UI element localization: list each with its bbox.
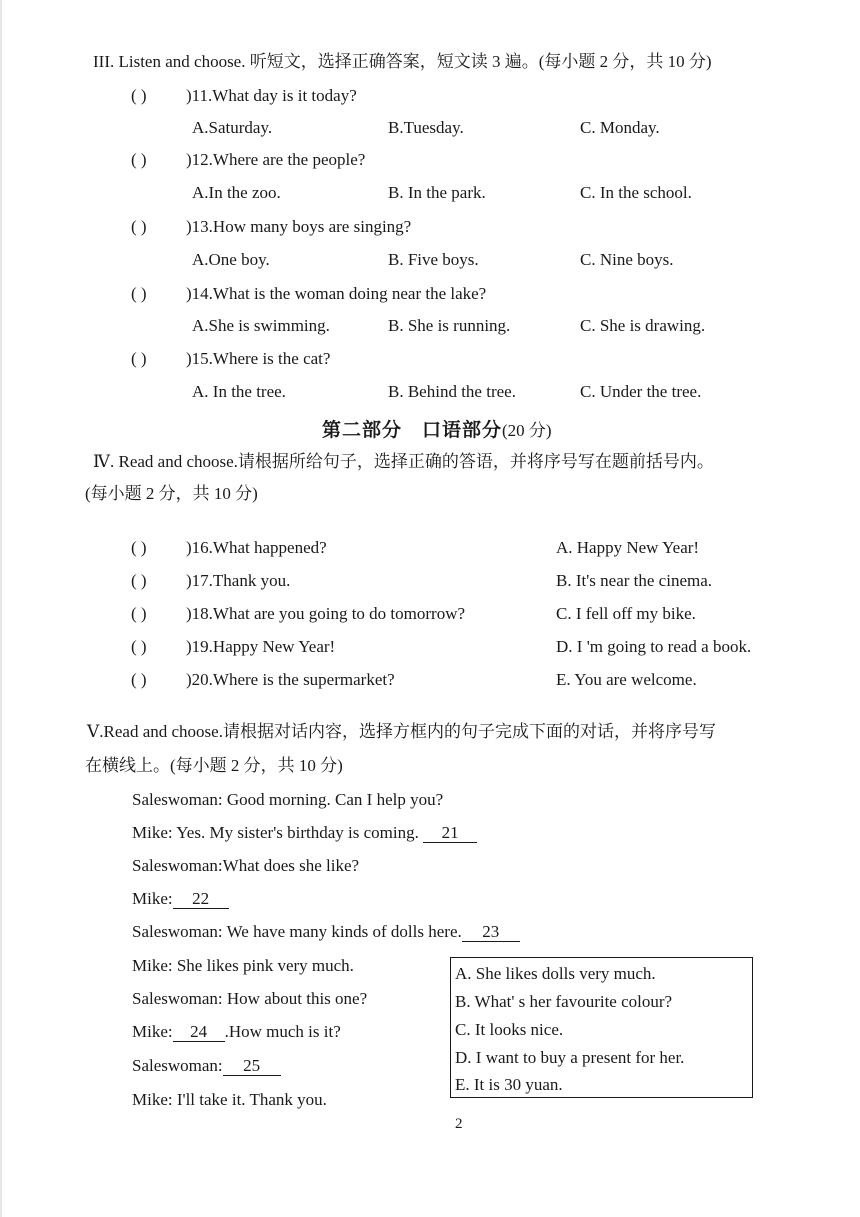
question-11: )11.What day is it today? [186, 86, 357, 105]
answer-paren-18: ( ) [131, 604, 147, 623]
answer-paren-11: ( ) [131, 86, 147, 105]
question-20: )20.Where is the supermarket? [186, 670, 395, 689]
dialogue-line-2 [132, 823, 477, 843]
dialogue-line-8-tail: .How much is it? [224, 1022, 341, 1041]
answer-paren-15: ( ) [131, 349, 147, 368]
section-5-score: 在横线上。(每小题 2 分，共 10 分) [85, 756, 343, 775]
dialogue-line-8-text: Mike: [132, 1022, 173, 1041]
option-11-a: A.Saturday. [192, 118, 273, 137]
section-5-heading: Ⅴ.Read and choose.请根据对话内容，选择方框内的句子完成下面的对话，并将序号写 [87, 722, 716, 741]
dialogue-line-1: Saleswoman: Good morning. Can I help you? [132, 790, 444, 809]
dialogue-line-4 [132, 889, 229, 909]
part-2-score: (20 分) [502, 421, 552, 440]
section-4-score: (每小题 2 分，共 10 分) [85, 484, 258, 503]
dialogue-line-4-text: Mike: [132, 889, 173, 908]
option-13-b: B. Five boys. [388, 250, 479, 269]
option-14-b: B. She is running. [388, 316, 511, 335]
blank-21[interactable]: 21 [423, 824, 477, 843]
question-14: )14.What is the woman doing near the lake? [186, 284, 487, 303]
question-15: )15.Where is the cat? [186, 349, 331, 368]
question-12: )12.Where are the people? [186, 150, 366, 169]
option-14-c: C. She is drawing. [580, 316, 706, 335]
option-15-a: A. In the tree. [192, 382, 286, 401]
dialogue-line-8 [132, 1022, 341, 1042]
answer-choice-a: A. Happy New Year! [556, 538, 700, 557]
answer-choice-e: E. You are welcome. [556, 670, 697, 689]
option-11-b: B.Tuesday. [388, 118, 464, 137]
dialogue-line-3: Saleswoman:What does she like? [132, 856, 360, 875]
page-edge [0, 0, 2, 1217]
answer-paren-19: ( ) [131, 637, 147, 656]
answer-paren-14: ( ) [131, 284, 147, 303]
option-12-c: C. In the school. [580, 183, 692, 202]
answer-paren-13: ( ) [131, 217, 147, 236]
option-14-a: A.She is swimming. [192, 316, 330, 335]
box-option-b: B. What' s her favourite colour? [455, 992, 673, 1011]
box-option-a: A. She likes dolls very much. [455, 964, 656, 983]
dialogue-line-5-text: Saleswoman: We have many kinds of dolls here. [132, 922, 462, 941]
question-16: )16.What happened? [186, 538, 327, 557]
blank-23[interactable]: 23 [462, 923, 520, 942]
option-15-c: C. Under the tree. [580, 382, 702, 401]
box-option-d: D. I want to buy a present for her. [455, 1048, 685, 1067]
dialogue-line-10: Mike: I'll take it. Thank you. [132, 1090, 327, 1109]
dialogue-line-9 [132, 1056, 281, 1076]
box-option-e: E. It is 30 yuan. [455, 1075, 563, 1094]
option-13-a: A.One boy. [192, 250, 270, 269]
dialogue-line-2-text: Mike: Yes. My sister's birthday is coming. [132, 823, 419, 842]
option-11-c: C. Monday. [580, 118, 660, 137]
question-13: )13.How many boys are singing? [186, 217, 412, 236]
dialogue-line-7: Saleswoman: How about this one? [132, 989, 368, 1008]
blank-24[interactable]: 24 [173, 1023, 225, 1042]
answer-paren-12: ( ) [131, 150, 147, 169]
question-19: )19.Happy New Year! [186, 637, 336, 656]
dialogue-line-5 [132, 922, 520, 942]
option-13-c: C. Nine boys. [580, 250, 674, 269]
answer-paren-17: ( ) [131, 571, 147, 590]
answer-choice-c: C. I fell off my bike. [556, 604, 696, 623]
answer-paren-20: ( ) [131, 670, 147, 689]
dialogue-line-6: Mike: She likes pink very much. [132, 956, 354, 975]
sentence-options-box [450, 957, 753, 1098]
question-17: )17.Thank you. [186, 571, 291, 590]
option-15-b: B. Behind the tree. [388, 382, 516, 401]
part-2-title-text: 第二部分 口语部分 [322, 420, 503, 441]
question-18: )18.What are you going to do tomorrow? [186, 604, 466, 623]
section-4-heading: Ⅳ. Read and choose.请根据所给句子，选择正确的答语，并将序号写在题前括号内。 [93, 452, 714, 471]
answer-choice-b: B. It's near the cinema. [556, 571, 713, 590]
option-12-b: B. In the park. [388, 183, 486, 202]
section-3-heading: III. Listen and choose. 听短文，选择正确答案，短文读 3 遍。(每小题 2 分，共 10 分) [93, 52, 712, 71]
part-2-title [322, 415, 552, 442]
blank-25[interactable]: 25 [223, 1057, 281, 1076]
dialogue-line-9-text: Saleswoman: [132, 1056, 223, 1075]
box-option-c: C. It looks nice. [455, 1020, 564, 1039]
option-12-a: A.In the zoo. [192, 183, 281, 202]
answer-choice-d: D. I 'm going to read a book. [556, 637, 752, 656]
page-number: 2 [455, 1116, 463, 1132]
answer-paren-16: ( ) [131, 538, 147, 557]
blank-22[interactable]: 22 [173, 890, 229, 909]
